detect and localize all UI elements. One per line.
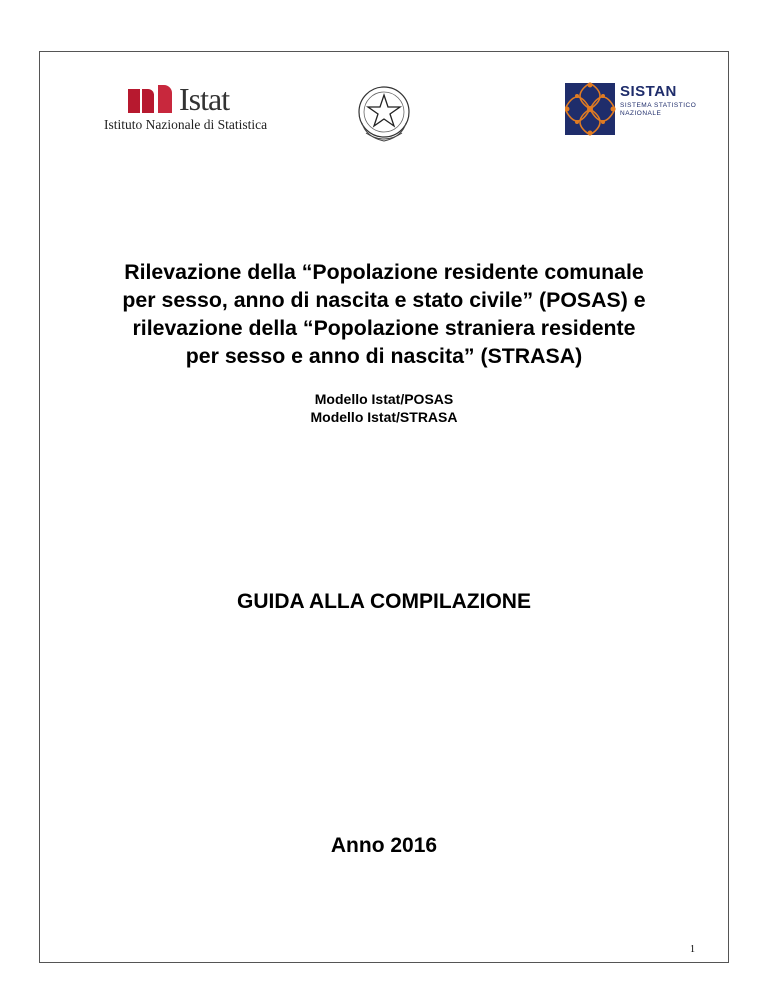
guide-heading: GUIDA ALLA COMPILAZIONE [237,590,531,613]
istat-wordmark: Istat [179,81,230,117]
sistan-logo-icon [565,81,617,137]
model-name: Modello Istat/POSAS [314,391,454,407]
title-line: per sesso, anno di nascita e stato civile” (POSAS) e [122,288,646,312]
sistan-subtitle-line2: NAZIONALE [620,110,662,117]
sistan-wordmark: SISTAN [620,83,677,100]
sistan-subtitle [620,102,696,118]
document-year: Anno 2016 [330,834,438,857]
model-list [60,390,708,426]
italian-republic-emblem-icon [356,83,412,145]
istat-logo [104,81,274,135]
title-line: Rilevazione della “Popolazione residente comunale [124,260,644,284]
sistan-subtitle-line1: SISTEMA STATISTICO [620,102,697,109]
document-title [60,258,708,370]
istat-subtitle: Istituto Nazionale di Statistica [104,117,268,132]
page-number: 1 [690,944,695,955]
page-border [39,51,729,963]
title-line: per sesso e anno di nascita” (STRASA) [185,344,583,368]
model-name: Modello Istat/STRASA [310,409,458,425]
istat-logo-icon [128,85,174,113]
title-line: rilevazione della “Popolazione straniera residente [132,316,636,340]
sistan-logo [565,81,715,137]
